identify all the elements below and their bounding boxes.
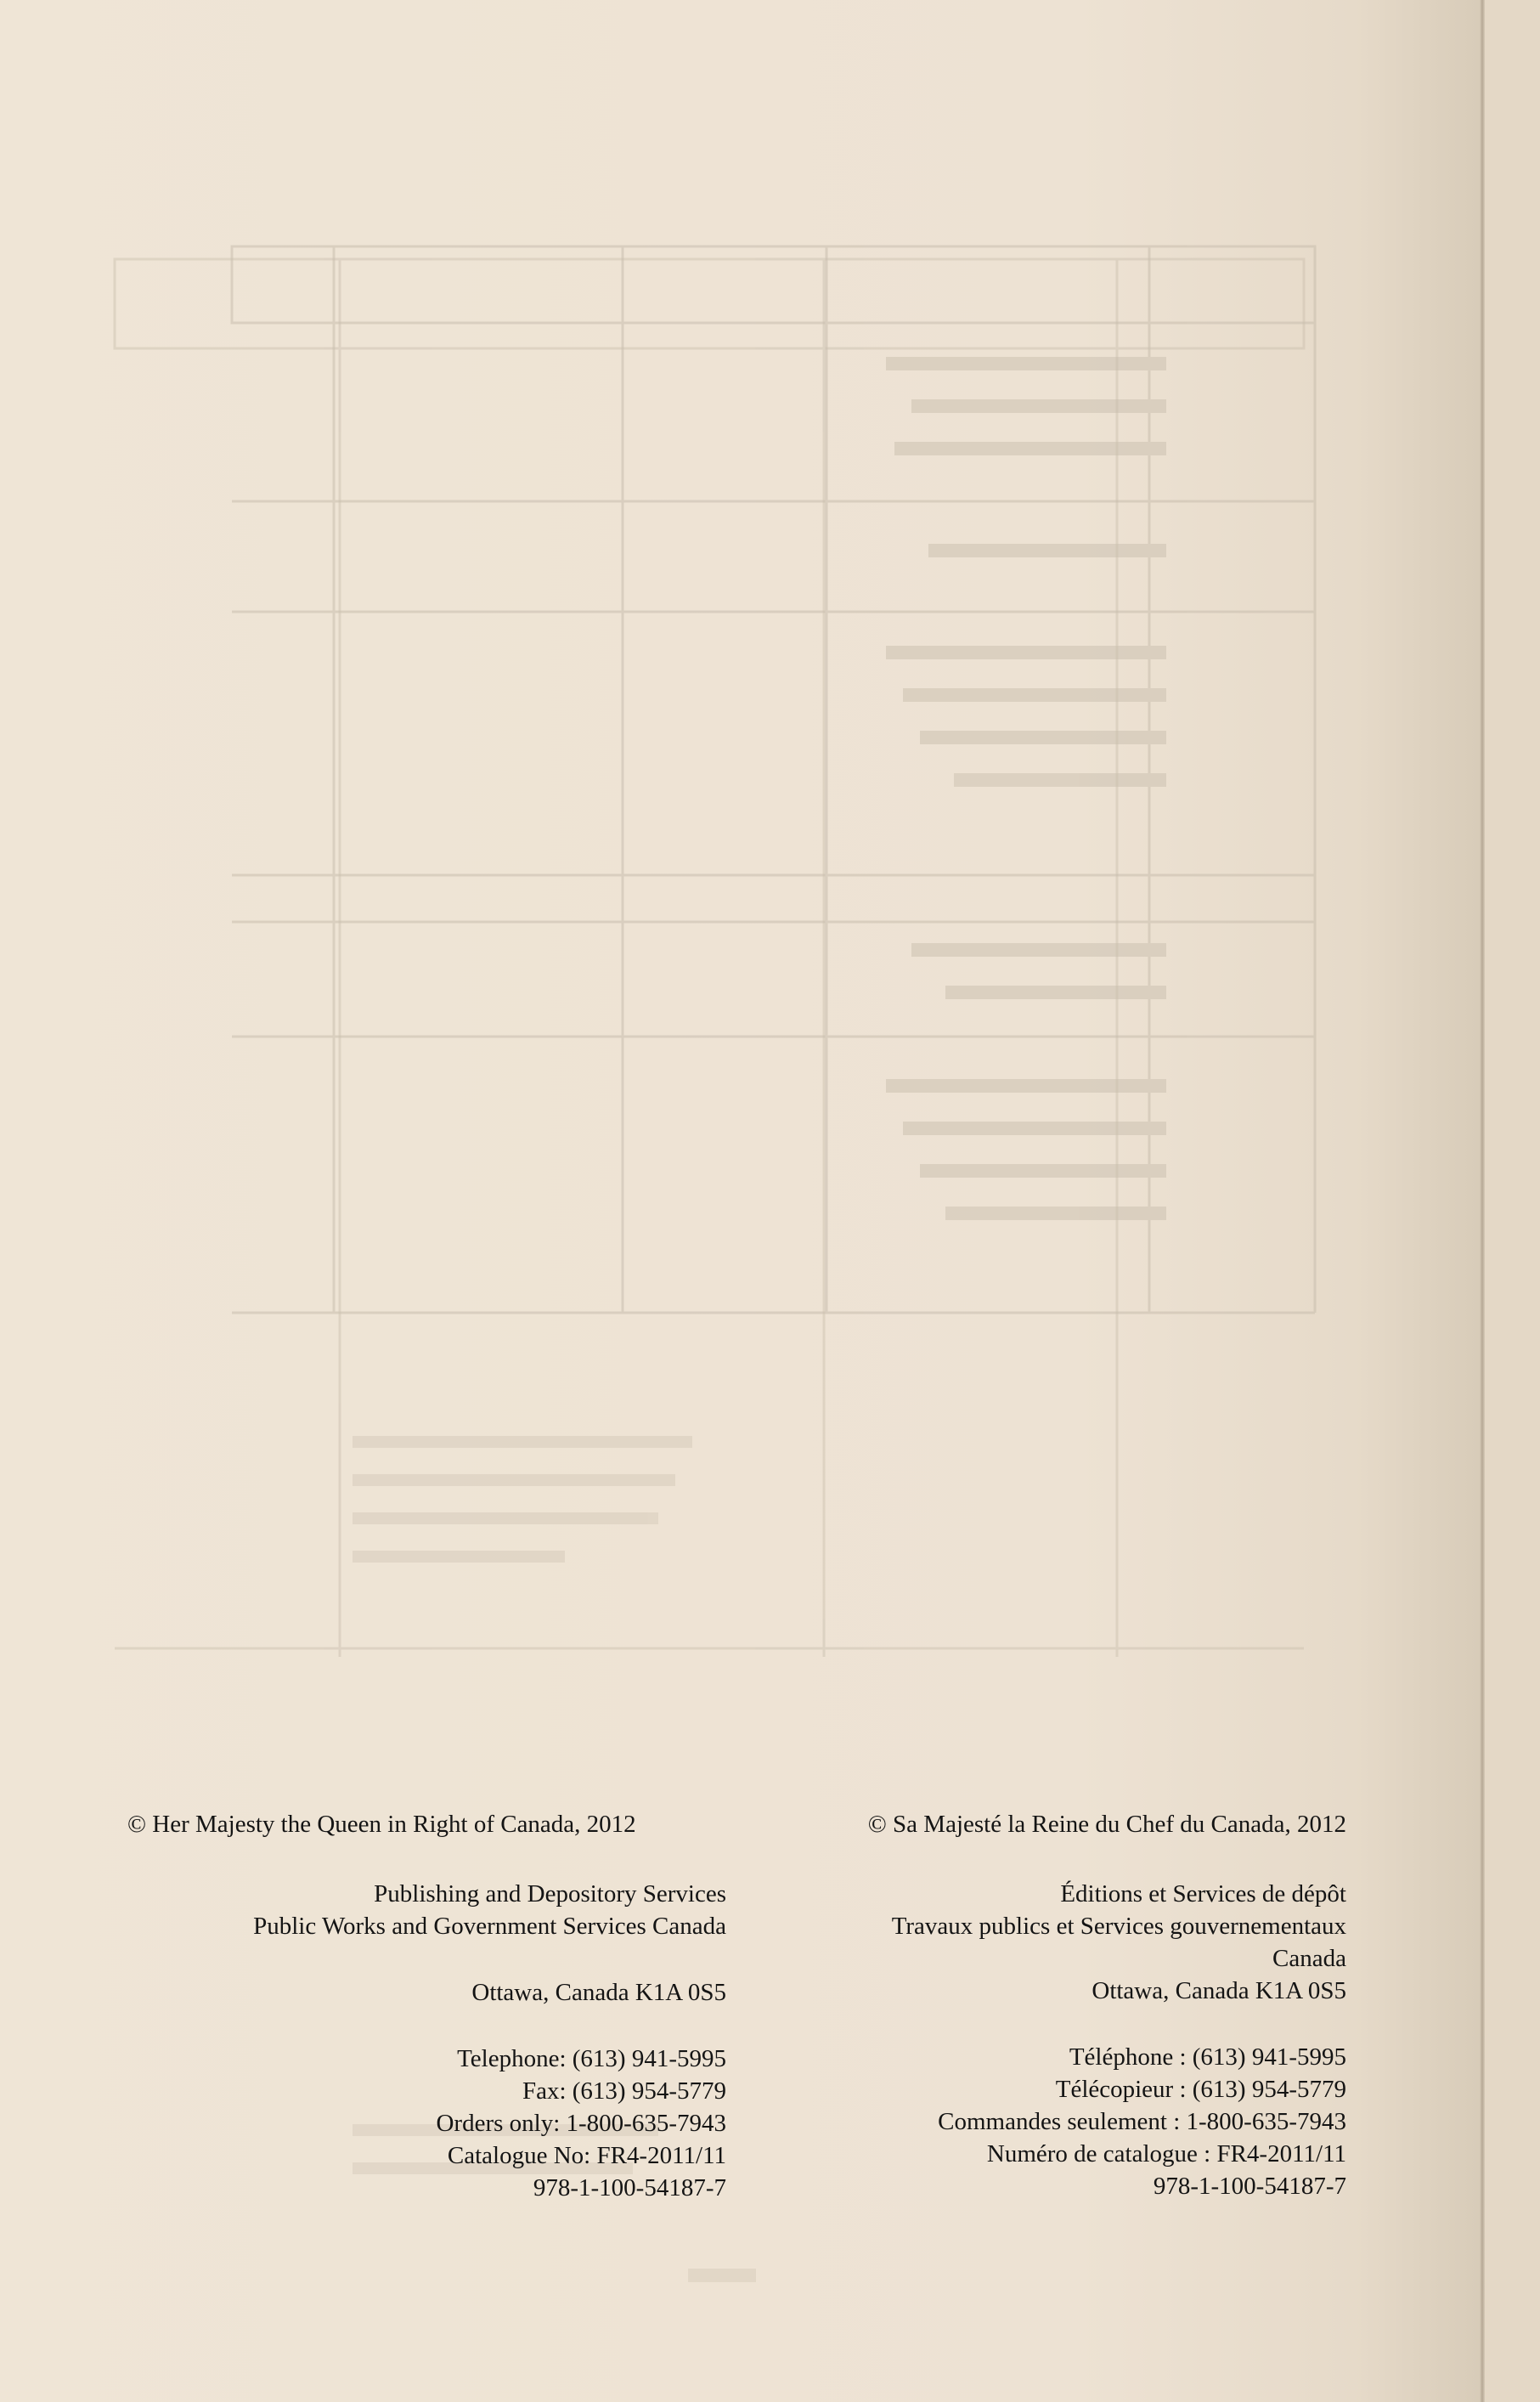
french-address: Ottawa, Canada K1A 0S5 [1092, 1977, 1346, 2004]
english-publisher-line-2: Public Works and Government Services Canada [253, 1913, 726, 1940]
english-publication-info [127, 1808, 726, 2204]
english-fax: Fax: (613) 954-5779 [522, 2077, 726, 2105]
french-catalogue-number: Numéro de catalogue : FR4-2011/11 [986, 2140, 1346, 2167]
french-isbn: 978-1-100-54187-7 [1153, 2173, 1346, 2200]
english-catalogue-number: Catalogue No: FR4-2011/11 [447, 2142, 726, 2169]
french-orders: Commandes seulement : 1-800-635-7943 [938, 2108, 1346, 2135]
french-publisher-line-1: Éditions et Services de dépôt [1060, 1880, 1346, 1907]
french-fax: Télécopieur : (613) 954-5779 [1055, 2076, 1346, 2103]
page-fold [1480, 0, 1485, 2402]
english-address: Ottawa, Canada K1A 0S5 [471, 1979, 726, 2006]
english-publisher-line-1: Publishing and Depository Services [374, 1880, 726, 1907]
english-isbn: 978-1-100-54187-7 [533, 2174, 726, 2201]
english-copyright: © Her Majesty the Queen in Right of Canada, 2012 [127, 1811, 636, 1838]
french-telephone: Téléphone : (613) 941-5995 [1069, 2043, 1346, 2071]
english-orders: Orders only: 1-800-635-7943 [436, 2110, 726, 2137]
french-publication-info [777, 1808, 1346, 2202]
page-edge-shadow [1485, 0, 1540, 2402]
french-copyright: © Sa Majesté la Reine du Chef du Canada, 2012 [867, 1811, 1346, 1838]
french-publisher-line-2: Travaux publics et Services gouvernementaux [891, 1913, 1346, 1940]
english-telephone: Telephone: (613) 941-5995 [457, 2045, 726, 2072]
french-publisher-line-3: Canada [1272, 1945, 1346, 1972]
